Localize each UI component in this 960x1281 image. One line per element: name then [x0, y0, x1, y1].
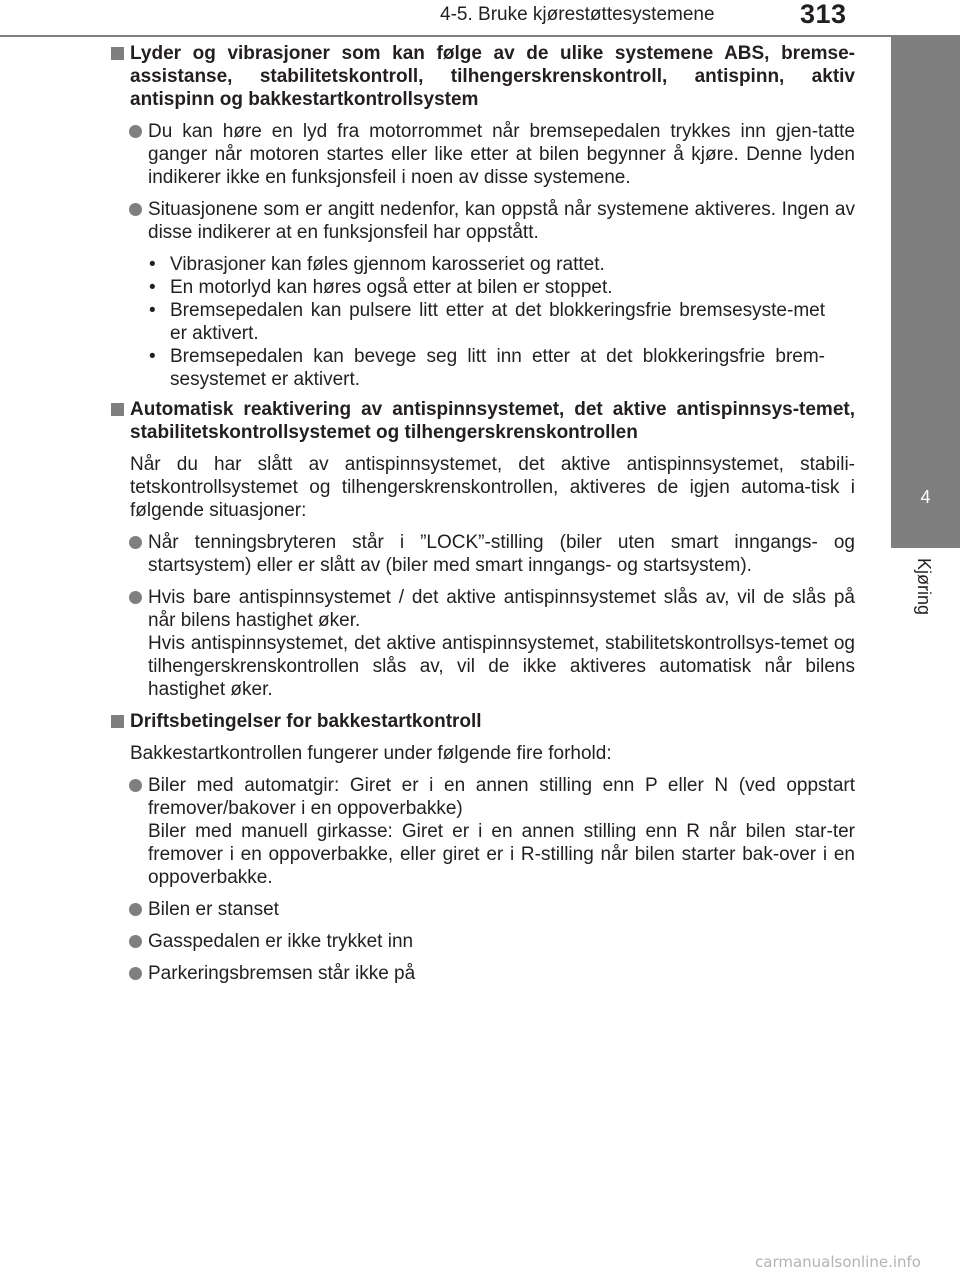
chapter-label: Kjøring — [914, 558, 934, 616]
section-heading: Automatisk reaktivering av antispinnsystemet, det aktive antispinnsys-temet, stabilitetskontrollsystemet og tilhengerskrenskontrollen — [110, 398, 855, 444]
section-heading: Lyder og vibrasjoner som kan følge av de ulike systemene ABS, bremse-assistanse, stabilitetskontroll, tilhengerskrenskontroll, antispinn, aktiv antispinn og bakkestartkontrollsystem — [110, 42, 855, 111]
square-bullet-icon — [111, 47, 124, 60]
sub-list-item: • Bremsepedalen kan pulsere litt etter at det blokkeringsfrie bremsesyste-met er aktivert. — [149, 300, 825, 344]
page-number: 313 — [800, 0, 847, 29]
header-rule — [0, 35, 960, 37]
sub-list-item: • En motorlyd kan høres også etter at bilen er stoppet. — [149, 277, 613, 298]
watermark: carmanualsonline.info — [755, 1253, 921, 1271]
sub-list-item: • Bremsepedalen kan bevege seg litt inn etter at det blokkeringsfrie brem-sesystemet er aktivert. — [149, 346, 825, 390]
circle-bullet-icon — [129, 203, 142, 216]
circle-bullet-icon — [129, 125, 142, 138]
dot-bullet-icon: • — [149, 277, 156, 298]
circle-bullet-icon — [129, 903, 142, 916]
square-bullet-icon — [111, 715, 124, 728]
list-item: Biler med automatgir: Giret er i en annen stilling enn P eller N (ved oppstart fremover/bakover i en oppoverbakke) Biler med manuell girkasse: Giret er i en annen stilling enn R når bilen star-ter fremover i en oppoverbakke, eller giret er i R-stilling når bilen starter bak-over i en oppoverbakke. — [110, 774, 855, 889]
page-content — [110, 42, 855, 994]
list-item: Gasspedalen er ikke trykket inn — [110, 930, 855, 953]
circle-bullet-icon — [129, 536, 142, 549]
dot-bullet-icon: • — [149, 254, 156, 275]
list-item: Du kan høre en lyd fra motorrommet når bremsepedalen trykkes inn gjen-tatte ganger når motoren startes eller like etter at bilen begynner å kjøre. Denne lyden indikerer ikke en funksjonsfeil i noen av disse systemene. — [110, 120, 855, 189]
sub-bullet-list — [110, 253, 855, 391]
circle-bullet-icon — [129, 591, 142, 604]
paragraph: Når du har slått av antispinnsystemet, det aktive antispinnsystemet, stabili-tetskontrollsystemet og tilhengerskrenskontrollen, aktiveres de igjen automa-tisk i følgende situasjoner: — [130, 454, 855, 521]
list-item: Bilen er stanset — [110, 898, 855, 921]
section-heading: Driftsbetingelser for bakkestartkontroll — [110, 710, 855, 733]
section-title: 4-5. Bruke kjørestøttesystemene — [440, 4, 715, 25]
list-item: Parkeringsbremsen står ikke på — [110, 962, 855, 985]
chapter-number: 4 — [920, 487, 931, 507]
chapter-tab[interactable] — [891, 441, 960, 548]
page-header — [0, 0, 960, 40]
circle-bullet-icon — [129, 967, 142, 980]
side-margin-bar — [891, 37, 960, 441]
list-item: Situasjonene som er angitt nedenfor, kan oppstå når systemene aktiveres. Ingen av disse indikerer at en funksjonsfeil har oppstått. — [110, 198, 855, 244]
square-bullet-icon — [111, 403, 124, 416]
dot-bullet-icon: • — [149, 300, 156, 321]
paragraph: Bakkestartkontrollen fungerer under følgende fire forhold: — [130, 743, 612, 764]
circle-bullet-icon — [129, 935, 142, 948]
dot-bullet-icon: • — [149, 346, 156, 367]
list-item: Hvis bare antispinnsystemet / det aktive antispinnsystemet slås av, vil de slås på når bilens hastighet øker. Hvis antispinnsystemet, det aktive antispinnsystemet, stabilitetskontrollsys-temet og tilhengerskrenskontrollen slås av, vil de ikke aktiveres automatisk når bilens hastighet øker. — [110, 586, 855, 701]
circle-bullet-icon — [129, 779, 142, 792]
list-item: Når tenningsbryteren står i ”LOCK”-stilling (biler uten smart inngangs- og startsystem) eller er slått av (biler med smart inngangs- og startsystem). — [110, 531, 855, 577]
sub-list-item: • Vibrasjoner kan føles gjennom karosseriet og rattet. — [149, 254, 605, 275]
